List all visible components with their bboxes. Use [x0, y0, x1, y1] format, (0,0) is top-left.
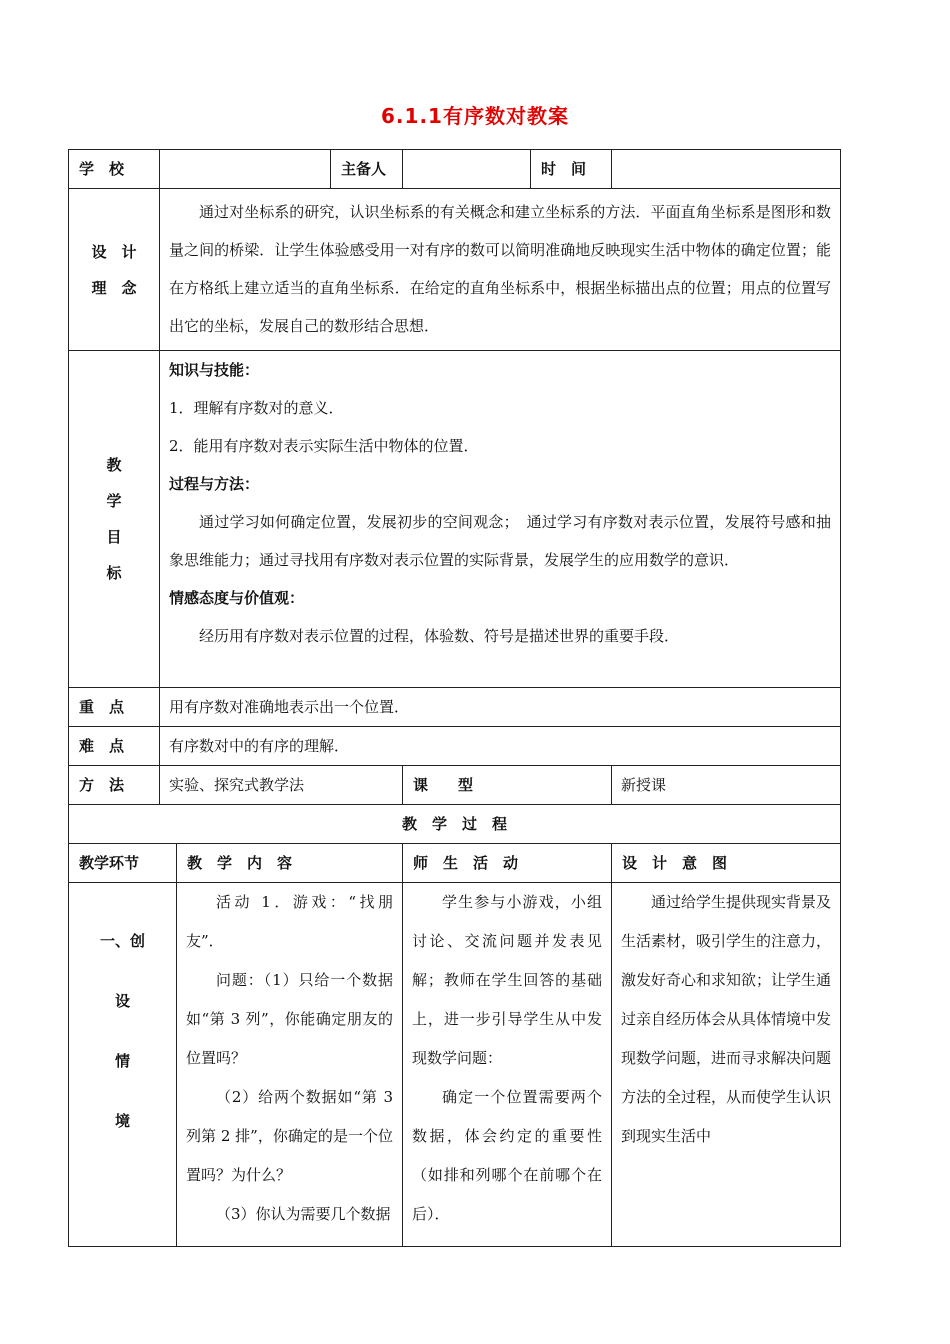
stage-row [69, 883, 841, 1247]
attitude-text: 经历用有序数对表示位置的过程，体验数、符号是描述世界的重要手段． [199, 627, 680, 645]
objectives-row [69, 351, 841, 688]
key-point-label: 重 点 [69, 688, 160, 727]
stage-intent: 通过给学生提供现实背景及生活素材，吸引学生的注意力，激发好奇心和求知欲；让学生通过亲自经历体会从具体情境中发现数学问题，进而寻求解决问题方法的全过程，从而使学生认识到现实生活中 [612, 883, 841, 1247]
header-activity: 师 生 活 动 [403, 844, 612, 883]
process-title: 教 学 过 程 [69, 805, 841, 844]
preparer-label: 主备人 [331, 150, 403, 189]
preparer-value [403, 150, 531, 189]
key-point-text: 用有序数对准确地表示出一个位置． [160, 688, 841, 727]
time-value [612, 150, 841, 189]
design-concept-label: 设 计 理 念 [69, 189, 160, 351]
stage-content: 活动 1．游戏：“找朋友”． 问题：（1）只给一个数据如“第 3 列”，你能确定朋友的位置吗？ （2）给两个数据如“第 3 列第 2 排”，你确定的是一个位置吗？为什么？ （3）你认为需要几个数据 [177, 883, 403, 1247]
stage-name: 一、创 设 情 境 [69, 883, 177, 1247]
page-title: 6.1.1有序数对教案 [381, 104, 569, 128]
process-title-row [69, 805, 841, 844]
knowledge-heading: 知识与技能： [169, 361, 260, 379]
attitude-heading: 情感态度与价值观： [169, 589, 305, 607]
stage-activity: 学生参与小游戏，小组讨论、交流问题并发表见解；教师在学生回答的基础上，进一步引导学生从中发现数学问题： 确定一个位置需要两个数据，体会约定的重要性（如排和列哪个在前哪个在后）． [403, 883, 612, 1247]
difficulty-text: 有序数对中的有序的理解． [160, 727, 841, 766]
method-text: 实验、探究式教学法 [160, 766, 403, 805]
header-intent: 设 计 意 图 [612, 844, 841, 883]
lesson-type-label: 课 型 [403, 766, 612, 805]
header-content: 教 学 内 容 [177, 844, 403, 883]
process-heading: 过程与方法： [169, 475, 260, 493]
knowledge-item: 1．理解有序数对的意义． [169, 399, 344, 417]
knowledge-item: 2．能用有序数对表示实际生活中物体的位置． [169, 437, 479, 455]
difficulty-row [69, 727, 841, 766]
school-value [160, 150, 331, 189]
method-label: 方 法 [69, 766, 160, 805]
process-text: 通过学习如何确定位置，发展初步的空间观念； 通过学习有序数对表示位置，发展符号感和抽象思维能力；通过寻找用有序数对表示位置的实际背景，发展学生的应用数学的意识． [169, 513, 831, 569]
objectives-label: 教 学 目 标 [69, 351, 160, 688]
time-label: 时 间 [531, 150, 612, 189]
header-row [69, 150, 841, 189]
lesson-plan-table [68, 149, 841, 1247]
objectives-content [160, 351, 841, 688]
method-row [69, 766, 841, 805]
header-stage: 教学环节 [69, 844, 177, 883]
design-concept-text: 通过对坐标系的研究，认识坐标系的有关概念和建立坐标系的方法．平面直角坐标系是图形和数量之间的桥梁．让学生体验感受用一对有序的数可以简明准确地反映现实生活中物体的确定位置；能在方格纸上建立适当的直角坐标系．在给定的直角坐标系中，根据坐标描出点的位置；用点的位置写出它的坐标，发展自己的数形结合思想． [160, 189, 841, 351]
difficulty-label: 难 点 [69, 727, 160, 766]
design-concept-row [69, 189, 841, 351]
process-header-row [69, 844, 841, 883]
school-label: 学 校 [69, 150, 160, 189]
lesson-type-value: 新授课 [612, 766, 841, 805]
key-point-row [69, 688, 841, 727]
